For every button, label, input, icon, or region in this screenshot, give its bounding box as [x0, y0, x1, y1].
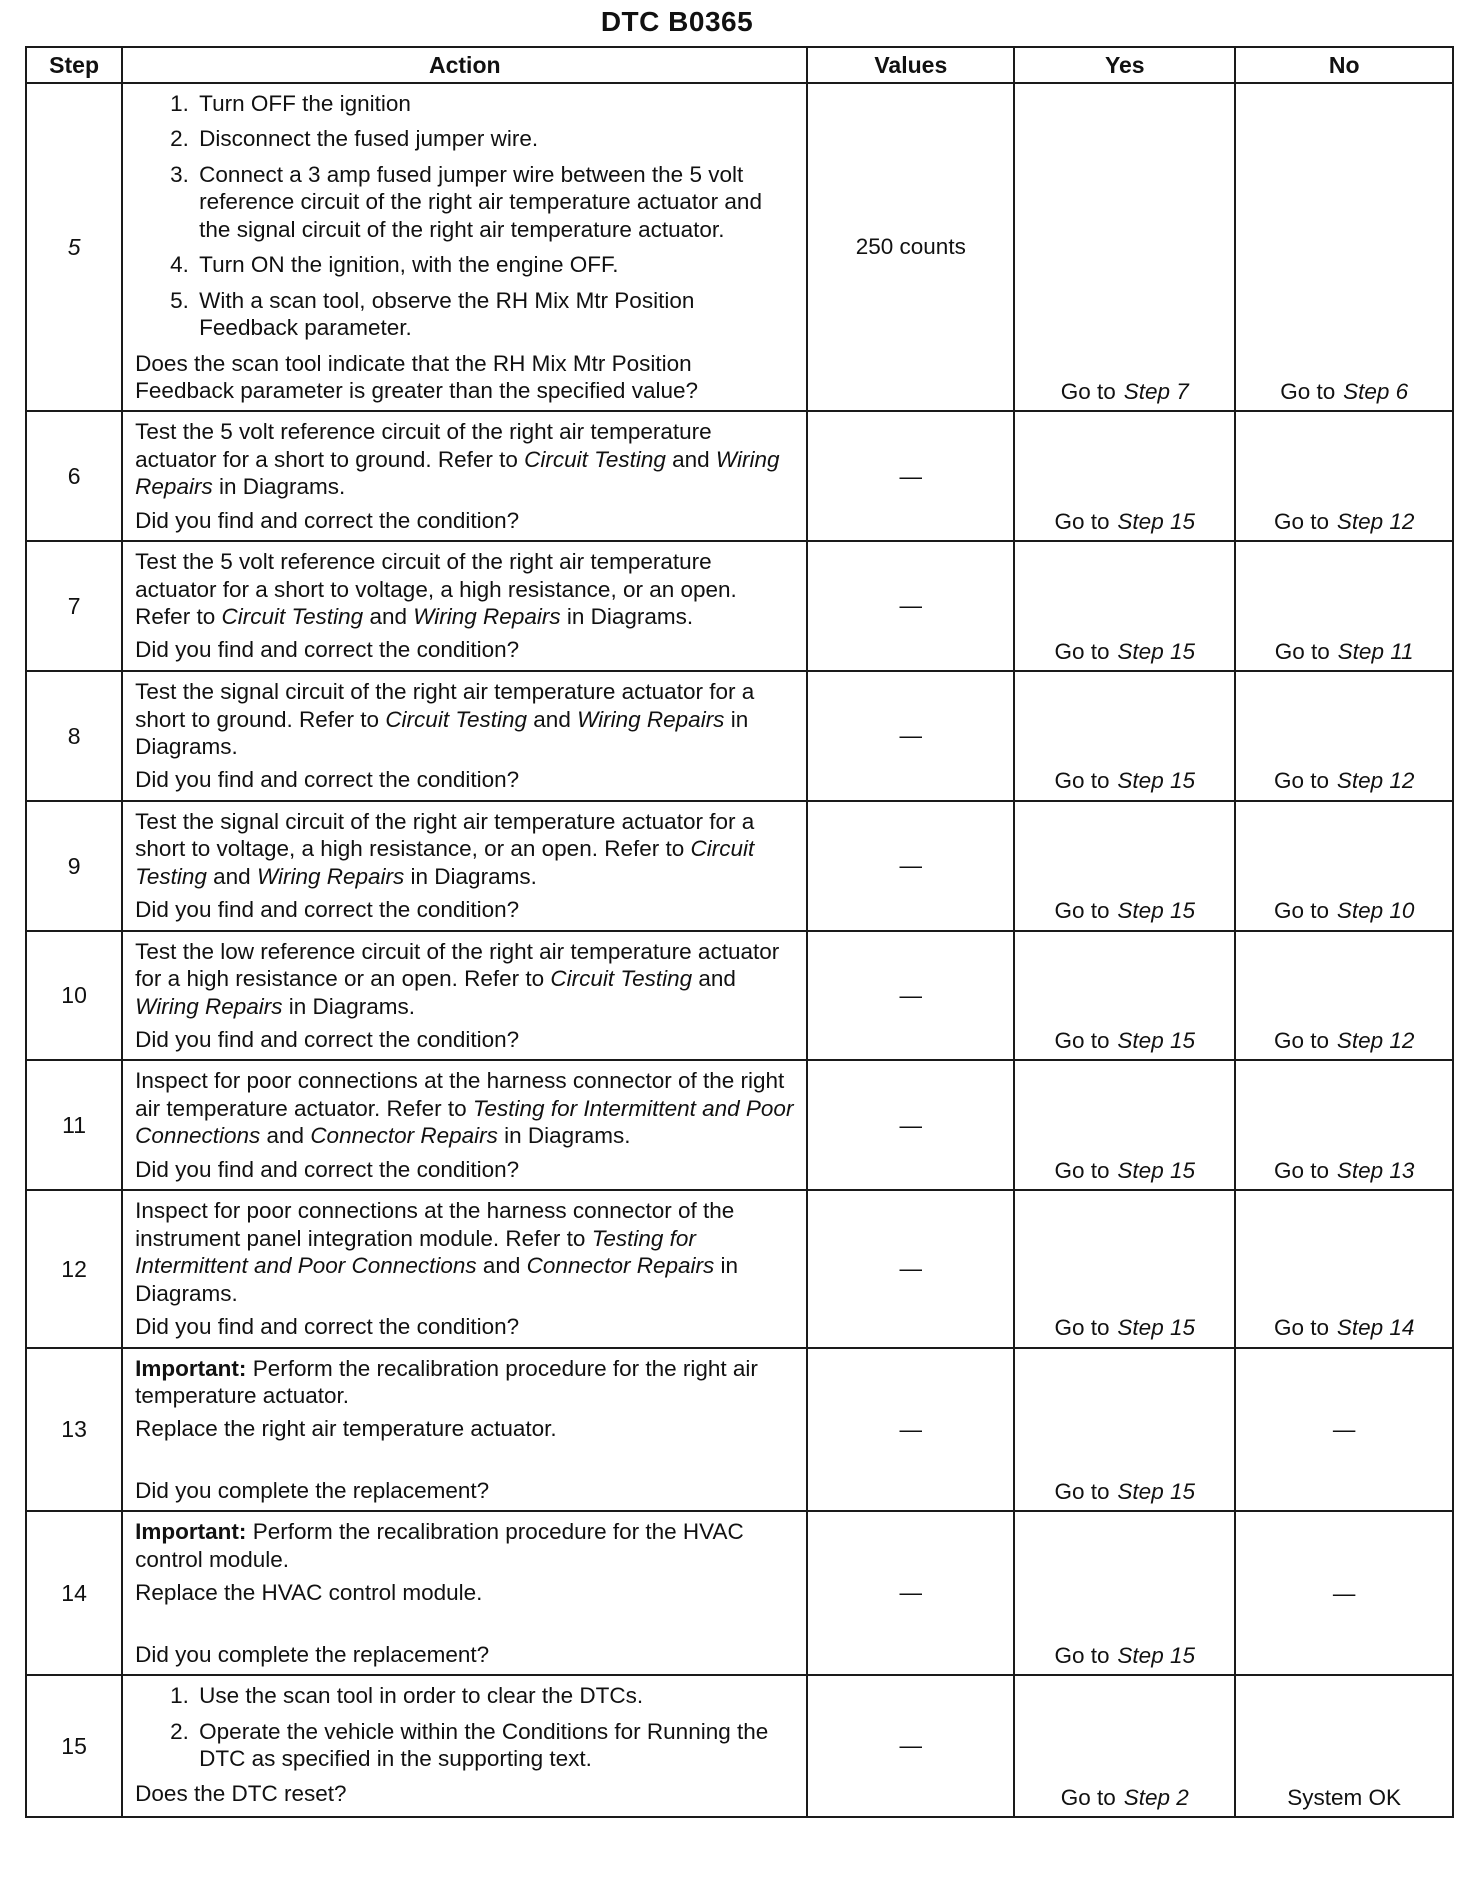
header-yes: Yes — [1014, 47, 1235, 83]
table-row — [26, 1511, 1453, 1675]
action-cell — [122, 1348, 807, 1512]
table-row — [26, 1348, 1453, 1512]
procedure-item: 4. Turn ON the ignition, with the engine OFF. — [195, 251, 796, 278]
question: Did you find and correct the condition? — [135, 897, 520, 923]
yes-cell: Go to Step 15 — [1014, 541, 1235, 671]
table-row — [26, 931, 1453, 1061]
no-cell: Go to Step 14 — [1235, 1190, 1453, 1347]
procedure-item: 2. Operate the vehicle within the Conditions for Running the DTC as specified in the supporting text. — [195, 1718, 796, 1773]
no-step-link[interactable]: Step 11 — [1337, 638, 1414, 664]
action-cell — [122, 541, 807, 671]
yes-cell — [1014, 83, 1235, 411]
question: Did you find and correct the condition? — [135, 767, 520, 793]
step-number: 15 — [26, 1675, 122, 1817]
question: Did you find and correct the condition? — [135, 507, 520, 533]
reference-circuit-testing: Circuit Testing — [524, 446, 666, 472]
action-cell — [122, 1060, 807, 1190]
question: Did you find and correct the condition? — [135, 637, 520, 663]
no-cell: Go to Step 13 — [1235, 1060, 1453, 1190]
table-row — [26, 1190, 1453, 1347]
value-cell: — — [807, 1060, 1014, 1190]
value-cell: 250 counts — [807, 83, 1014, 411]
procedure-item: 1. Turn OFF the ignition — [195, 90, 796, 117]
step-number: 12 — [26, 1190, 122, 1347]
yes-cell: Go to Step 15 — [1014, 1511, 1235, 1675]
step-number: 11 — [26, 1060, 122, 1190]
no-cell: Go to Step 12 — [1235, 671, 1453, 801]
procedure-item: 2. Disconnect the fused jumper wire. — [195, 125, 796, 152]
action-cell — [122, 83, 807, 411]
reference-circuit-testing: Circuit Testing — [385, 706, 528, 732]
table-row — [26, 541, 1453, 671]
step-number: 10 — [26, 931, 122, 1061]
instruction: Replace the HVAC control module. — [135, 1580, 483, 1606]
question: Did you complete the replacement? — [135, 1477, 490, 1503]
question: Did you find and correct the condition? — [135, 1156, 520, 1182]
header-row — [26, 47, 1453, 83]
no-step-link[interactable]: Step 6 — [1343, 378, 1409, 404]
yes-step-link[interactable]: Step 15 — [1117, 768, 1195, 794]
yes-step-link[interactable]: Step 15 — [1117, 1642, 1195, 1668]
no-cell: System OK — [1235, 1675, 1453, 1817]
action-cell — [122, 1511, 807, 1675]
procedure-list — [135, 1682, 796, 1772]
page-title: DTC B0365 — [600, 6, 754, 37]
question: Does the DTC reset? — [135, 1781, 347, 1807]
step-number: 7 — [26, 541, 122, 671]
value-cell: — — [807, 1348, 1014, 1512]
header-no: No — [1235, 47, 1453, 83]
value-cell: — — [807, 1675, 1014, 1817]
no-step-link[interactable]: Step 12 — [1336, 1027, 1415, 1053]
reference-connector-repairs: Connector Repairs — [526, 1253, 715, 1279]
yes-step-link[interactable]: Step 15 — [1117, 1478, 1195, 1504]
important-note: Important: Perform the recalibration procedure for the HVAC control module. — [135, 1519, 744, 1572]
reference-testing-intermittent: Testing for Intermittent and Poor Connections — [135, 1225, 696, 1279]
step-number: 9 — [26, 801, 122, 931]
question: Did you find and correct the condition? — [135, 1314, 520, 1340]
yes-step-link[interactable]: Step 15 — [1117, 508, 1195, 534]
action-cell — [122, 801, 807, 931]
yes-cell: Go to Step 2 — [1014, 1675, 1235, 1817]
question: Did you find and correct the condition? — [135, 1026, 520, 1052]
no-cell: Go to Step 12 — [1235, 411, 1453, 541]
reference-wiring-repairs: Wiring Repairs — [135, 446, 780, 500]
yes-cell: Go to Step 15 — [1014, 1348, 1235, 1512]
reference-wiring-repairs: Wiring Repairs — [135, 993, 283, 1019]
table-row — [26, 411, 1453, 541]
important-label: Important: — [135, 1519, 247, 1545]
reference-testing-intermittent: Testing for Intermittent and Poor Connections — [135, 1095, 794, 1149]
no-step-link[interactable]: Step 12 — [1336, 768, 1415, 794]
step-number: 5 — [26, 83, 122, 411]
action-cell — [122, 1190, 807, 1347]
action-text: Test the signal circuit of the right air temperature actuator for a short to voltage, a high resistance, or an open. Refer to Circuit Testing and Wiring Repairs in Diagrams. — [135, 808, 755, 889]
value-cell: — — [807, 931, 1014, 1061]
action-text: Test the 5 volt reference circuit of the right air temperature actuator for a short to ground. Refer to Circuit Testing and Wiring Repairs in Diagrams. — [135, 419, 780, 500]
header-step: Step — [26, 47, 122, 83]
step-number: 8 — [26, 671, 122, 801]
action-text: Test the low reference circuit of the right air temperature actuator for a high resistance or an open. Refer to Circuit Testing and Wiring Repairs in Diagrams. — [135, 938, 780, 1019]
procedure-item: 5. With a scan tool, observe the RH Mix Mtr Position Feedback parameter. — [195, 287, 796, 342]
action-cell — [122, 411, 807, 541]
question: Does the scan tool indicate that the RH Mix Mtr Position Feedback parameter is greater than the specified value? — [135, 350, 699, 403]
no-cell: — — [1235, 1511, 1453, 1675]
important-label: Important: — [135, 1355, 247, 1381]
reference-connector-repairs: Connector Repairs — [310, 1123, 498, 1149]
yes-cell: Go to Step 15 — [1014, 671, 1235, 801]
value-cell: — — [807, 411, 1014, 541]
value-cell: — — [807, 671, 1014, 801]
yes-step-link[interactable]: Step 15 — [1117, 1157, 1195, 1183]
no-cell: Go to Step 10 — [1235, 801, 1453, 931]
no-step-link[interactable]: Step 13 — [1336, 1157, 1415, 1183]
table-row — [26, 1675, 1453, 1817]
procedure-item: 1. Use the scan tool in order to clear the DTCs. — [195, 1682, 796, 1709]
action-text: Inspect for poor connections at the harness connector of the instrument panel integration module. Refer to Testing for Intermittent and Poor Connections and Connector Repairs in Diagrams. — [135, 1198, 739, 1306]
table-row — [26, 801, 1453, 931]
go-to-label: Go to — [1060, 378, 1116, 404]
reference-circuit-testing: Circuit Testing — [135, 836, 755, 889]
no-step-link[interactable]: Step 10 — [1336, 898, 1415, 924]
step-number: 14 — [26, 1511, 122, 1675]
value-cell: — — [807, 801, 1014, 931]
yes-cell: Go to Step 15 — [1014, 801, 1235, 931]
action-text: Test the signal circuit of the right air temperature actuator for a short to ground. Refer to Circuit Testing and Wiring Repairs in Diagrams. — [135, 679, 755, 759]
important-note: Important: Perform the recalibration procedure for the right air temperature actuator. — [135, 1355, 758, 1408]
header-values: Values — [807, 47, 1014, 83]
dtc-table — [25, 46, 1454, 1818]
no-cell — [1235, 83, 1453, 411]
action-cell — [122, 671, 807, 801]
action-text: Inspect for poor connections at the harness connector of the right air temperature actuator. Refer to Testing for Intermittent and Poor Connections and Connector Repairs in Diagrams. — [135, 1068, 794, 1149]
yes-cell: Go to Step 15 — [1014, 411, 1235, 541]
reference-wiring-repairs: Wiring Repairs — [256, 863, 405, 889]
question: Did you complete the replacement? — [135, 1641, 490, 1667]
table-row — [26, 83, 1453, 411]
value-cell: — — [807, 1511, 1014, 1675]
yes-step-link[interactable]: Step 15 — [1117, 638, 1195, 664]
procedure-item: 3. Connect a 3 amp fused jumper wire between the 5 volt reference circuit of the right air temperature actuator and the signal circuit of the right air temperature actuator. — [195, 161, 796, 243]
reference-wiring-repairs: Wiring Repairs — [413, 604, 561, 629]
reference-circuit-testing: Circuit Testing — [550, 966, 693, 992]
yes-step-link[interactable]: Step 15 — [1117, 1027, 1195, 1053]
reference-circuit-testing: Circuit Testing — [221, 604, 364, 629]
table-row — [26, 671, 1453, 801]
go-to-label: Go to — [1280, 378, 1336, 404]
no-step-link[interactable]: Step 12 — [1336, 508, 1415, 534]
yes-step-link[interactable]: Step 15 — [1117, 898, 1195, 924]
value-cell: — — [807, 1190, 1014, 1347]
reference-wiring-repairs: Wiring Repairs — [577, 706, 725, 732]
no-cell: Go to Step 11 — [1235, 541, 1453, 671]
value-cell: — — [807, 541, 1014, 671]
yes-cell: Go to Step 15 — [1014, 1060, 1235, 1190]
no-cell: — — [1235, 1348, 1453, 1512]
action-cell — [122, 1675, 807, 1817]
yes-step-link[interactable]: Step 7 — [1123, 378, 1189, 404]
instruction: Replace the right air temperature actuator. — [135, 1416, 557, 1442]
no-cell: Go to Step 12 — [1235, 931, 1453, 1061]
action-cell — [122, 931, 807, 1061]
yes-step-link[interactable]: Step 2 — [1123, 1784, 1189, 1810]
action-text: Test the 5 volt reference circuit of the right air temperature actuator for a short to voltage, a high resistance, or an open. Refer to Circuit Testing and Wiring Repairs in Diagrams. — [135, 549, 737, 629]
step-number: 13 — [26, 1348, 122, 1512]
no-step-link[interactable]: Step 14 — [1336, 1315, 1415, 1341]
step-number: 6 — [26, 411, 122, 541]
procedure-list — [135, 90, 796, 342]
table-row — [26, 1060, 1453, 1190]
yes-step-link[interactable]: Step 15 — [1117, 1315, 1195, 1341]
header-action: Action — [122, 47, 807, 83]
yes-cell: Go to Step 15 — [1014, 931, 1235, 1061]
yes-cell: Go to Step 15 — [1014, 1190, 1235, 1347]
